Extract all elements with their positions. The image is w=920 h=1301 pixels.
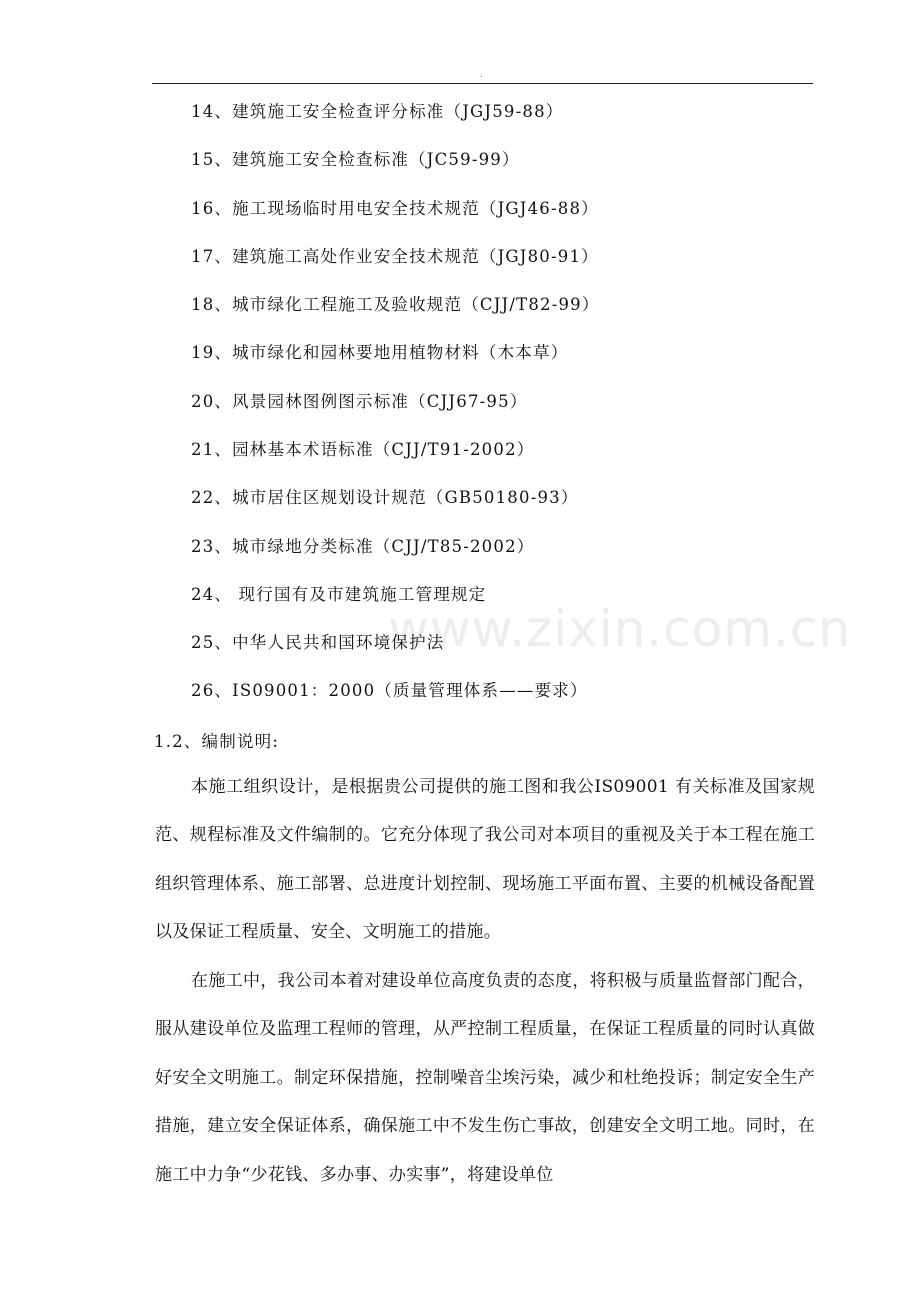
reference-item: 20、风景园林图例图示标准（CJJ67-95） [191,392,528,411]
reference-item: 22、城市居住区规划设计规范（GB50180-93） [191,488,579,507]
header-rule [152,83,813,84]
reference-item: 14、建筑施工安全检查评分标准（JGJ59-88） [191,102,564,121]
body-paragraph: 本施工组织设计，是根据贵公司提供的施工图和我公IS09001 有关标准及国家规范、规程标准及文件编制的。它充分体现了我公司对本项目的重视及关于本工程在施工组织管理体系、施工部署、总进度计划控制、现场施工平面布置、主要的机械设备配置以及保证工程质量、安全、文明施工的措施。 [155,777,815,943]
section-heading: 1.2、编制说明: [154,732,280,751]
body-paragraph: 在施工中，我公司本着对建设单位高度负责的态度，将积极与质量监督部门配合，服从建设单位及监理工程师的管理，从严控制工程质量，在保证工程质量的同时认真做好安全文明施工。制定环保措施，控制噪音尘埃污染，减少和杜绝投诉；制定安全生产措施，建立安全保证体系，确保施工中不发生伤亡事故，创建安全文明工地。同时，在施工中力争“少花钱、多办事、办实事”，将建设单位 [155,971,815,1185]
reference-item: 21、园林基本术语标准（CJJ/T91-2002） [191,440,535,459]
reference-item: 24、 现行国有及市建筑施工管理规定 [191,585,487,604]
watermark: www.zixin.com.cn [388,600,852,658]
reference-item: 18、城市绿化工程施工及验收规范（CJJ/T82-99） [191,295,600,314]
reference-item: 19、城市绿化和园林要地用植物材料（木本草） [191,343,569,362]
reference-item: 26、IS09001：2000（质量管理体系——要求） [191,681,588,700]
header-mark: . [480,70,483,79]
reference-item: 17、建筑施工高处作业安全技术规范（JGJ80-91） [191,247,599,266]
reference-item: 16、施工现场临时用电安全技术规范（JGJ46-88） [191,199,599,218]
reference-item: 15、建筑施工安全检查标准（JC59-99） [191,150,520,169]
reference-item: 25、中华人民共和国环境保护法 [191,633,445,652]
reference-item: 23、城市绿地分类标准（CJJ/T85-2002） [191,537,535,556]
